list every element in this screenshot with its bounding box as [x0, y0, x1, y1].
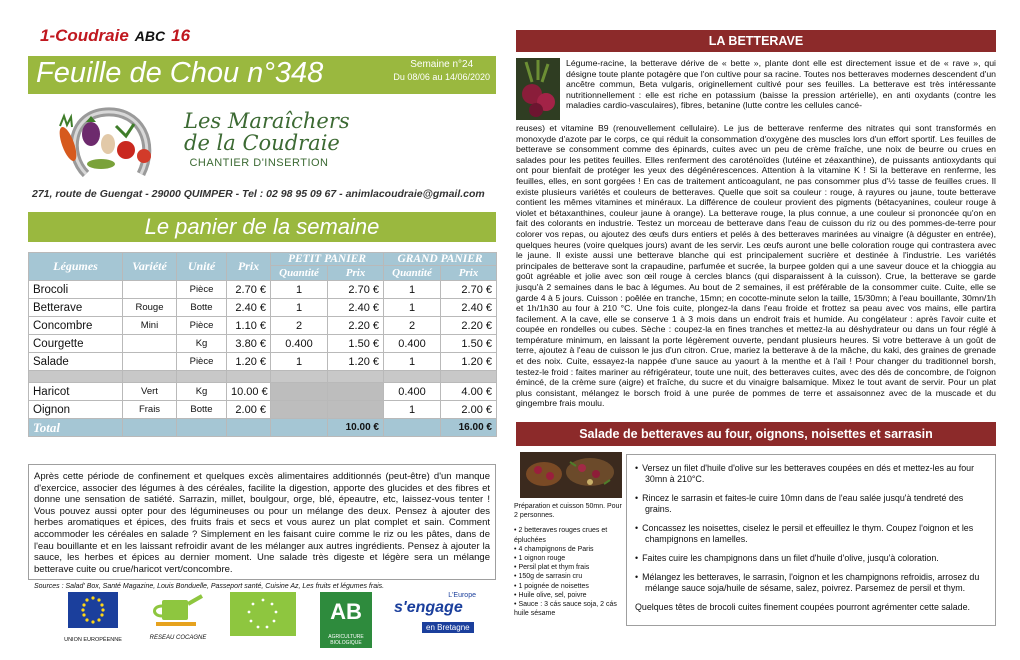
recipe-steps-box [626, 454, 996, 626]
cell-petit-qty: 0.400 [271, 335, 328, 353]
cell-grand-price: 2.70 € [441, 281, 497, 299]
table-row [29, 335, 497, 353]
cell-price: 2.40 € [227, 299, 271, 317]
brand-line [40, 26, 190, 46]
list-item: • 4 champignons de Paris [514, 545, 622, 554]
cell-variety [123, 335, 177, 353]
cell-unit: Kg [177, 383, 227, 401]
cell-grand-price: 2.20 € [441, 317, 497, 335]
eu-logo [58, 592, 128, 643]
cell-grand-qty: 1 [384, 353, 441, 371]
cell-grand-price: 1.50 € [441, 335, 497, 353]
betterave-main-text: reuses) et vitamine B9 (renouvellement cellulaire). Le jus de betterave renferme des nitrates qui sont transformés en monoxyde d'azote par le corps, ce qui réduit la consommation d'oxygène des muscles lors d'un effort sportif. Les feuilles de betterave se consomment comme des épinards, cuites avec un peu de crème fraîche, une noix de beurre ou crues en salades pour les petites feuilles. Elles renferment des caroténoïdes (lutéine et zéaxanthine), de puissants antioxydants qui ont pour bienfait de protéger les yeux des dégénérescences. Attention à la vitamine K ! Si la betterave en renferme, les feuilles, elles, en sont gorgées ! En cas de traitement anticoagulant, ne pas consommer plus d'½ tasse de feuilles crues. Il existe plusieurs variétés et couleurs de betteraves. Quelle que soit sa couleur : rouge, à rayures ou jaune, toute betterave contient les mêmes vitamines et minéraux. La différence de couleur provient des pigments (bétacyanines, couleur rouge à violet et bétaxanthines, couleur jaune à orange). La betterave rouge, la plus connue, a une couleur si prononcée qu'on en fait des colorants en industrie. Testez un morceau de betterave dans l'eau de cuisson du riz ou des pommes-de-terre pour colorer vos repas, ou ajoutez des œufs durs entiers et pelés à des betteraves marinées au vinaigre (à déguster en entrée), quelques heures (voire quelques jours) avant de les servir. Les œufs auront une belle coloration rouge qui contrastera avec le jaune. Il existe aussi une betterave blanche qui est principalement sucrière et destinée à l'industrie. Les variétés principales de betterave sont la crapaudine, parfumée et sucrée, la burpee golden qui a une saveur douce et la chioggia au goût agréable et jolie avec son œil rouge à cercles blancs (qui disparaissent à la cuisson). Crue, la betterave se garde jusqu'à 2 semaines dans le bac à légumes. Au bout de 2 semaines, il est préférable de la consommer cuite. Cuite, elle se garde 4 à 5 jours. Cuisson : poêlée en tranche, 15mn; en cocotte-minute selon la taille, 15/30mn; à l'eau bouillante, 30mn/1h et 1h/1h30 au four à 210 °C. Une fois cuite, plongez-la dans l'eau froide et frottez sa peau avec vos mains, elle partira facilement. A la cave, elle se conserve 1 à 3 mois dans un endroit frais et humide. Au congélateur : après l'avoir cuite et coupée en rondelles ou cubes. Sèche : coupez-la en fines tranches et mettez-la au déshydrateur ou dans un four réglé à température minimum, en laissant la porte légèrement ouverte, pendant plusieurs heures. Si votre betterave à un goût de terre, ajoutez à l'eau de cuisson le jus d'un citron. Crue, mariez la betterave à de la mâche, du kaki, des graines de grenade et des noix. Cuite, essayez-la nappée d'une sauce au yaourt à la menthe et à l'ail ! Pour changer du traditionnel borsh, testez-le froid : faites mariner au réfrigérateur, toute une nuit, des betteraves cuites, avec des dés de concombre, de l'oignon émincé, de la crème sure (aigre) et fraîche, du sucre et du vinaigre balsamique. Mixez le tout avant de servir. Pour un plat plus consistant, mélangez le borsch froid à une purée de pommes de terre et assaisonnez avec de la muscade et du gingembre frais moulu. [516, 123, 996, 409]
betterave-intro-text: Légume-racine, la betterave dérive de « bette », plante dont elle est directement issue et de « rave », qui désigne toute plante potagère que l'on cultive pour sa racine. Toutes nos betteraves modernes descendent d'un ancêtre commun, Beta vulgaris, originellement cultivé pour ses feuilles. La betterave est très intéressante nutritionnellement : elle est riche en potassium (baisse la pression artérielle), en anti oxydants (contre les maladies cardio-vasculaires), fibres, betanine (lutte contre les cellules cancé- [566, 58, 996, 111]
basket-title: Le panier de la semaine [28, 212, 496, 242]
header-petit-prix: Prix [328, 266, 384, 281]
steps-list [635, 463, 987, 594]
ab-label: AGRICULTURE BIOLOGIQUE [320, 632, 372, 648]
title-bar [28, 56, 496, 94]
total-petit: 10.00 € [328, 419, 384, 437]
cell-name: Salade [29, 353, 123, 371]
reseau-label: RESEAU COCAGNE [149, 635, 207, 641]
header-unite: Unité [177, 253, 227, 281]
cell-variety: Rouge [123, 299, 177, 317]
total-row [29, 419, 497, 437]
logo-line-2: de la Coudraie [184, 131, 340, 155]
cell-petit-price: 2.70 € [328, 281, 384, 299]
cell-grand-price: 1.20 € [441, 353, 497, 371]
list-item: • Huile olive, sel, poivre [514, 591, 622, 600]
table-row [29, 281, 497, 299]
list-item: • Versez un filet d'huile d'olive sur les betteraves coupées en dés et mettez-les au four 30mn à 210°C. [635, 463, 987, 485]
cell-unit: Botte [177, 299, 227, 317]
cell-grand-qty: 0.400 [384, 383, 441, 401]
cell-grand-price: 2.00 € [441, 401, 497, 419]
cell-grand-price: 4.00 € [441, 383, 497, 401]
cell-price: 2.00 € [227, 401, 271, 419]
total-grand: 16.00 € [441, 419, 497, 437]
total-label: Total [29, 419, 123, 437]
ingredients-box [514, 502, 622, 618]
cell-price: 10.00 € [227, 383, 271, 401]
table-row [29, 299, 497, 317]
betterave-title: LA BETTERAVE [516, 30, 996, 52]
address-line: 271, route de Guengat - 29000 QUIMPER - Tel : 02 98 95 09 67 - animlacoudraie@gmail.com [32, 188, 485, 200]
beetroot-photo-icon [516, 58, 560, 120]
cell-unit: Pièce [177, 353, 227, 371]
sources-line: Sources : Salad' Box, Santé Magazine, Louis Bonduelle, Passeport santé, Cuisine Az, Les fruits et légumes frais. [34, 583, 385, 591]
cell-petit-qty: 1 [271, 299, 328, 317]
cell-grand-qty: 1 [384, 281, 441, 299]
cell-variety [123, 281, 177, 299]
cell-unit: Kg [177, 335, 227, 353]
cell-petit-qty [271, 401, 328, 419]
cell-variety: Mini [123, 317, 177, 335]
list-item: • 1 poignée de noisettes [514, 582, 622, 591]
cell-grand-qty: 1 [384, 299, 441, 317]
cell-petit-qty: 1 [271, 281, 328, 299]
cell-variety: Frais [123, 401, 177, 419]
partner-logos [58, 592, 498, 654]
header-petit-panier: PETIT PANIER [271, 253, 384, 266]
cell-name: Oignon [29, 401, 123, 419]
list-item: • Sauce : 3 cás sauce soja, 2 cás huile sésame [514, 600, 622, 618]
eu-label: UNION EUROPÉENNE [64, 637, 122, 643]
week-dates: Du 08/06 au 14/06/2020 [393, 72, 490, 82]
brand-abc: ABC [134, 28, 166, 44]
list-item: • 150g de sarrasin cru [514, 572, 622, 581]
sengage-label: s'engage [394, 599, 463, 616]
logo-line-1: Les Maraîchers [184, 109, 350, 133]
cell-petit-price [328, 401, 384, 419]
cell-unit: Botte [177, 401, 227, 419]
list-item: • Rincez le sarrasin et faites-le cuire 10mn dans de l'eau salée jusqu'à tendreté des grains. [635, 493, 987, 515]
cell-grand-qty: 2 [384, 317, 441, 335]
header-prix: Prix [227, 253, 271, 281]
list-item: • Faites cuire les champignons dans un filet d'huile d'olive, jusqu'à coloration. [635, 553, 987, 564]
reseau-cocagne-logo [146, 592, 210, 641]
cell-petit-qty [271, 383, 328, 401]
logo-wordmark [184, 109, 350, 169]
cell-petit-price: 2.40 € [328, 299, 384, 317]
cell-price: 2.70 € [227, 281, 271, 299]
list-item: • Mélangez les betteraves, le sarrasin, l'oignon et les champignons refroidis, arrosez du mélange sauce soja/huile de sésame, salez, poivrez. Parsemez de persil et thym. [635, 572, 987, 594]
week-label: Semaine n°24 [410, 59, 474, 70]
header-grand-panier: GRAND PANIER [384, 253, 497, 266]
header-variete: Variété [123, 253, 177, 281]
cell-petit-price: 1.50 € [328, 335, 384, 353]
brand-number: 16 [171, 26, 191, 45]
cell-petit-price: 2.20 € [328, 317, 384, 335]
list-item: • 1 oignon rouge [514, 554, 622, 563]
logo-area [40, 104, 350, 180]
recipe-note: Quelques têtes de brocoli cuites finement coupées pourront agrémenter cette salade. [635, 602, 970, 612]
list-item: • Concassez les noisettes, ciselez le persil et effeuillez le thym. Coupez l'oignon et les champignons en lamelles. [635, 523, 987, 545]
cell-price: 3.80 € [227, 335, 271, 353]
cell-name: Courgette [29, 335, 123, 353]
list-item: • 2 betteraves rouges crues et épluchées [514, 526, 622, 544]
eu-organic-logo [230, 592, 300, 641]
cell-unit: Pièce [177, 317, 227, 335]
eu-organic-leaf-icon [230, 592, 296, 636]
cell-petit-price [328, 383, 384, 401]
watering-can-icon [146, 592, 206, 630]
prep-text: Préparation et cuisson 50mn. Pour 2 personnes. [514, 503, 622, 520]
cell-name: Haricot [29, 383, 123, 401]
intro-paragraph: Après cette période de confinement et quelques excès alimentaires additionnés (peut-être) d'un manque d'exercice, associer des légumes à des céréales, facilite la digestion, apporte des glucides et des fibres et donne une sensation de satiété. Sarrazin, millet, boulgour, orge, blé, épeautre, etc, laissez-vous tenter ! Vous pouvez aussi opter pour des légumineuses ou pour un mélange des deux. Pensez à ajouter des herbes aromatiques et épices, des fruits frais et secs et vous aurez un plat complet et sain. Comment accommoder les céréales en salade ? Simplement en les faisant cuire comme le riz ou les pâtes, dans de l'eau bouillante et en les laissant refroidir avant de les mélanger aux autres ingrédients. Pensez à ajouter la sauce, les herbes et épices au dernier moment. Une salade très digeste et légère sera un mélange betterave cuite ou crue/haricot vert/concombre. [34, 471, 490, 575]
ab-logo [320, 592, 376, 648]
header-grand-prix: Prix [441, 266, 497, 281]
ingredients-list [514, 526, 622, 618]
salad-photo-icon [520, 452, 622, 498]
recipe-title: Salade de betteraves au four, oignons, noisettes et sarrasin [516, 422, 996, 446]
cell-grand-qty: 1 [384, 401, 441, 419]
list-item: • Persil plat et thym frais [514, 563, 622, 572]
header-legumes: Légumes [29, 253, 123, 281]
cell-petit-qty: 2 [271, 317, 328, 335]
header-petit-quantite: Quantité [271, 266, 328, 281]
cell-grand-price: 2.40 € [441, 299, 497, 317]
brand-name: 1-Coudraie [40, 26, 129, 45]
cell-petit-price: 1.20 € [328, 353, 384, 371]
cell-price: 1.10 € [227, 317, 271, 335]
vegetables-horseshoe-logo-icon [46, 104, 186, 180]
cell-grand-qty: 0.400 [384, 335, 441, 353]
week-info [393, 59, 490, 83]
logo-line-3: CHANTIER D'INSERTION [189, 157, 329, 169]
table-row [29, 383, 497, 401]
bretagne-label: en Bretagne [422, 622, 474, 633]
ab-mark: AB [320, 592, 372, 632]
cell-variety [123, 353, 177, 371]
table-row [29, 353, 497, 371]
newsletter-title: Feuille de Chou n°348 [36, 57, 324, 89]
cell-petit-qty: 1 [271, 353, 328, 371]
cell-name: Betterave [29, 299, 123, 317]
header-grand-quantite: Quantité [384, 266, 441, 281]
table-row [29, 317, 497, 335]
table-row [29, 401, 497, 419]
europe-label: L'Europe [448, 592, 476, 599]
cell-name: Concombre [29, 317, 123, 335]
intro-text-box [28, 464, 496, 591]
table-separator [29, 371, 497, 383]
europe-bretagne-logo [394, 592, 494, 635]
cell-name: Brocoli [29, 281, 123, 299]
cell-price: 1.20 € [227, 353, 271, 371]
cell-unit: Pièce [177, 281, 227, 299]
cell-variety: Vert [123, 383, 177, 401]
basket-table [28, 252, 497, 437]
eu-flag-icon [68, 592, 118, 628]
